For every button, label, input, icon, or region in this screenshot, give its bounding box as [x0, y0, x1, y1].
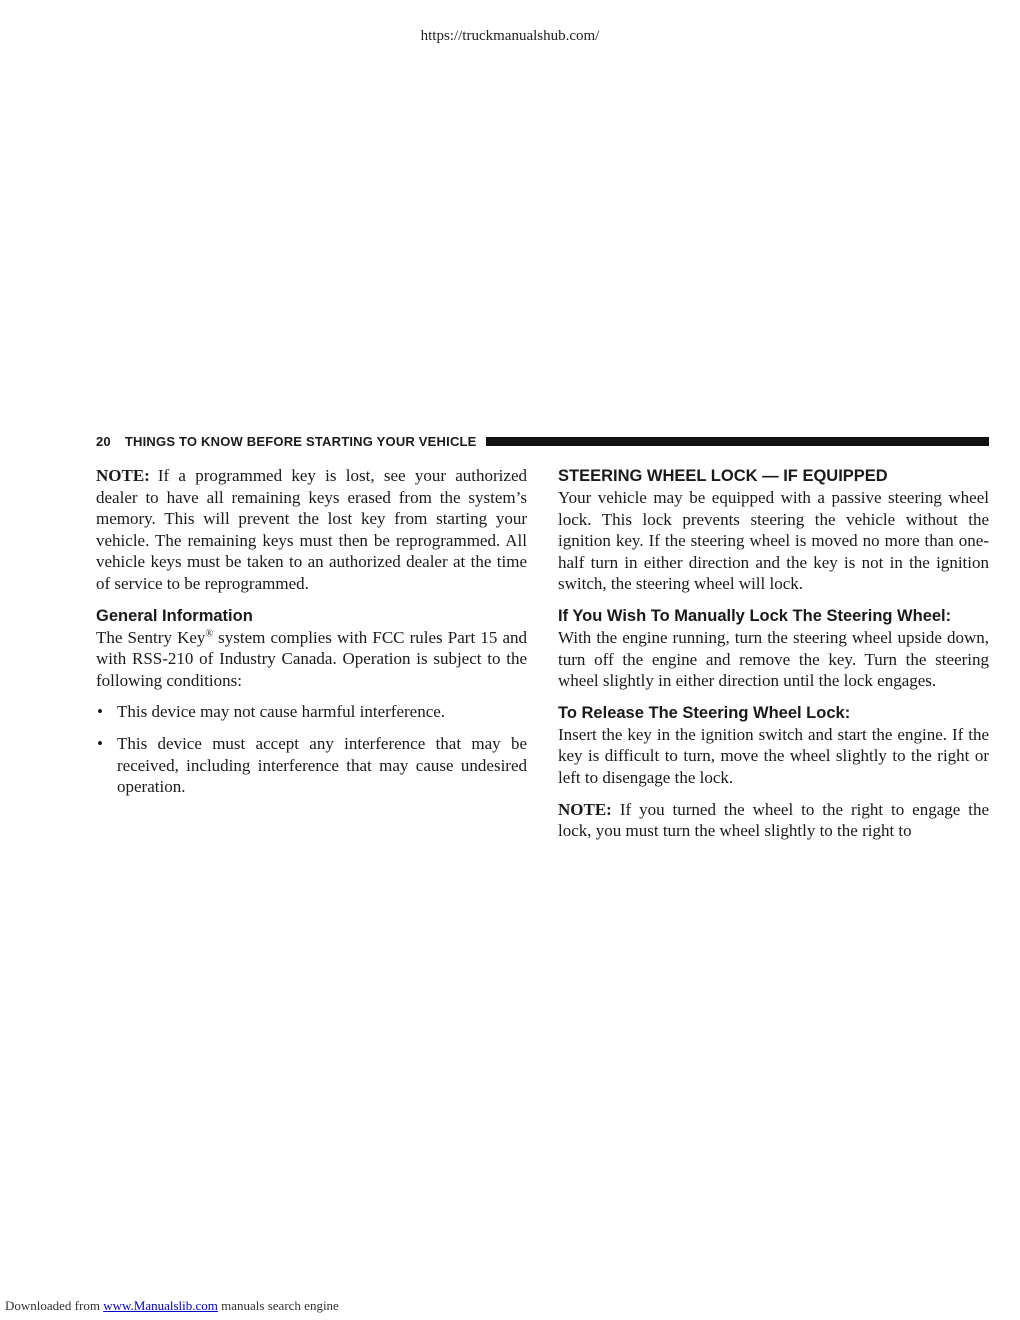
general-information-heading: General Information: [96, 606, 253, 625]
steering-wheel-lock-text: Your vehicle may be equipped with a passive steering wheel lock. This lock prevents steering the vehicle without the ignition key. If the steering wheel is moved no more than one-half turn in either direction and the key is not in the ignition switch, the steering wheel will lock.: [558, 488, 989, 594]
manual-lock-text: With the engine running, turn the steering wheel upside down, turn off the engine and remove the key. Turn the steering wheel slightly in either direction until the lock engages.: [558, 627, 989, 691]
page-number: 20: [96, 433, 111, 449]
manual-lock-heading: If You Wish To Manually Lock The Steering Wheel:: [558, 606, 952, 625]
left-column: [96, 465, 527, 808]
header-rule: [486, 437, 989, 446]
note-text: If you turned the wheel to the right to engage the lock, you must turn the wheel slightly to the right to: [558, 799, 989, 841]
registered-mark: ®: [205, 627, 214, 639]
top-url: https://truckmanualshub.com/: [420, 28, 600, 44]
running-header: [96, 432, 989, 450]
footer-prefix: Downloaded from: [5, 1298, 100, 1313]
footer-suffix: manuals search engine: [221, 1298, 339, 1313]
manualslib-link[interactable]: www.Manualslib.com: [103, 1298, 218, 1313]
note-label: NOTE:: [96, 466, 150, 485]
download-footer: [5, 1298, 339, 1314]
release-lock-heading: To Release The Steering Wheel Lock:: [558, 703, 851, 722]
list-item: • This device must accept any interference that may be received, including interference that may cause undesired operation.: [96, 733, 527, 798]
right-column: [558, 465, 989, 852]
release-lock-text: Insert the key in the ignition switch and start the engine. If the key is difficult to turn, move the wheel slightly to the right or left to disengage the lock.: [558, 724, 989, 787]
general-text-end: system complies with FCC rules Part 15 and with RSS-210 of Industry Canada. Operation is subject to the following conditions:: [96, 627, 527, 690]
key-lost-note: [96, 465, 527, 595]
conditions-list: [96, 701, 527, 797]
note-text: If a programmed key is lost, see your authorized dealer to have all remaining keys erased from the system’s memory. This will prevent the lost key from starting your vehicle. The remaining keys must then be reprogrammed. All vehicle keys must be taken to an authorized dealer at the time of service to be reprogrammed.: [96, 466, 527, 593]
general-text-start: The Sentry Key: [96, 627, 206, 647]
list-item: • This device may not cause harmful interference.: [96, 701, 527, 723]
general-information-text: [96, 627, 527, 692]
section-title: THINGS TO KNOW BEFORE STARTING YOUR VEHICLE: [124, 433, 477, 449]
note-label: NOTE:: [558, 799, 612, 819]
steering-wheel-lock-heading: STEERING WHEEL LOCK — IF EQUIPPED: [558, 467, 888, 485]
engage-lock-note: [558, 799, 989, 842]
